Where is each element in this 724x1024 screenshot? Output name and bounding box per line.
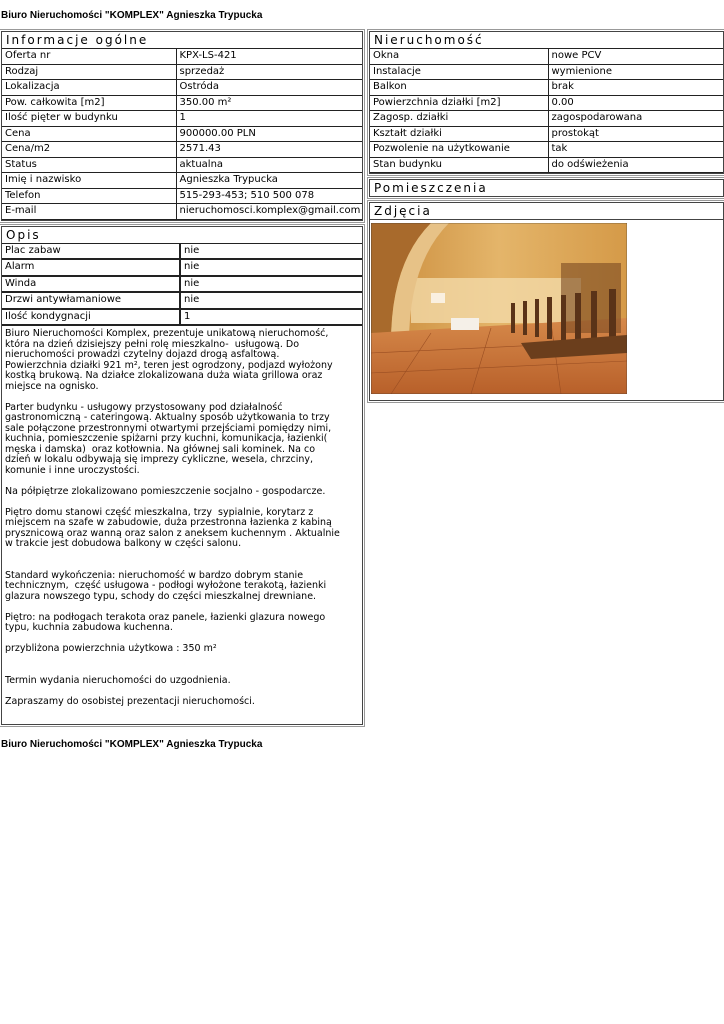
row-value: do odświeżenia bbox=[548, 157, 723, 173]
row-label: Telefon bbox=[2, 188, 176, 204]
row-value: aktualna bbox=[176, 157, 362, 173]
row-label: Imię i nazwisko bbox=[2, 173, 176, 189]
row-value: wymienione bbox=[548, 64, 723, 80]
row-label: Powierzchnia działki [m2] bbox=[370, 95, 548, 111]
row-value: brak bbox=[548, 80, 723, 96]
property-row bbox=[370, 95, 723, 111]
general-info-row bbox=[2, 173, 362, 189]
feature-row bbox=[2, 276, 362, 293]
row-label: Oferta nr bbox=[2, 49, 176, 65]
property-title: Nieruchomość bbox=[374, 33, 484, 47]
row-value: zagospodarowana bbox=[548, 111, 723, 127]
photos-title: Zdjęcia bbox=[370, 203, 723, 220]
row-value: nie bbox=[180, 292, 362, 309]
agency-footer: Biuro Nieruchomości "KOMPLEX" Agnieszka Trypucka bbox=[1, 739, 263, 750]
rooms-title: Pomieszczenia bbox=[374, 181, 488, 195]
general-info-row bbox=[2, 64, 362, 80]
general-info-row bbox=[2, 204, 362, 220]
row-label: Cena/m2 bbox=[2, 142, 176, 158]
general-info-row bbox=[2, 80, 362, 96]
row-value: nie bbox=[180, 276, 362, 293]
agency-header: Biuro Nieruchomości "KOMPLEX" Agnieszka Trypucka bbox=[1, 10, 263, 21]
row-label: Drzwi antywłamaniowe bbox=[2, 292, 180, 309]
row-value: KPX-LS-421 bbox=[176, 49, 362, 65]
row-value: tak bbox=[548, 142, 723, 158]
right-column bbox=[369, 31, 724, 401]
row-value: prostokąt bbox=[548, 126, 723, 142]
row-label: Status bbox=[2, 157, 176, 173]
row-label: Plac zabaw bbox=[2, 243, 180, 259]
left-column bbox=[1, 31, 363, 725]
general-info-section bbox=[1, 31, 363, 221]
feature-row bbox=[2, 309, 362, 326]
feature-row bbox=[2, 243, 362, 259]
description-features-table bbox=[2, 243, 362, 327]
row-label: Instalacje bbox=[370, 64, 548, 80]
description-text: Biuro Nieruchomości Komplex, prezentuje unikatową nieruchomość, która na dzień dzisiejszy pełni rolę mieszkalno- usługową. Do nieruchomości prowadzi czytelny dojazd drogą asfaltową. Powierzchnia działki 921 m², teren jest ogrodzony, podjazd wyłożony kostką brukową. Na działce zlokalizowana duża wiata grillowa oraz miejsce na ognisko. Parter budynku - usługowy przystosowany pod działalność gastronomiczną - cateringową. Aktualny sposób użytkowania to trzy sale połączone przestronnymi otwartymi przejściami pomiędzy nimi, kuchnia, pomieszczenie spiżarni przy kuchni, komunikacja, łazienki( męska i damska) oraz kotłownia. Na głównej sali kominek. Na co dzień w lokalu odbywają się imprezy cykliczne, wesela, chrzciny, komunie i inne uroczystości. Na półpiętrze zlokalizowano pomieszczenie socjalno - gospodarcze. Piętro domu stanowi część mieszkalna, trzy sypialnie, korytarz z miejscem na szafe w zabudowie, duża przestronna łazienka z kabiną prysznicową oraz wanną oraz salon z aneksem kuchennym . Aktualnie w trakcie jest dobudowa balkony w części salonu. Standard wykończenia: nieruchomość w bardzo dobrym stanie technicznym, część usługowa - podłogi wyłożone terakotą, łazienki glazura nowszego typu, schody do części mieszkalnej drewniane. Piętro: na podłogach terakota oraz panele, łazienki glazura nowego typu, kuchnia zabudowa kuchenna. przybliżona powierzchnia użytkowa : 350 m² Termin wydania nieruchomości do uzgodnienia. Zapraszamy do osobistej prezentacji nieruchomości. bbox=[5, 328, 340, 707]
row-label: Zagosp. działki bbox=[370, 111, 548, 127]
row-label: Stan budynku bbox=[370, 157, 548, 173]
general-info-row bbox=[2, 188, 362, 204]
property-row bbox=[370, 126, 723, 142]
row-value: 515-293-453; 510 500 078 bbox=[176, 188, 362, 204]
feature-row bbox=[2, 259, 362, 276]
general-info-row bbox=[2, 142, 362, 158]
description-title: Opis bbox=[6, 227, 41, 242]
row-value: 900000.00 PLN bbox=[176, 126, 362, 142]
photos-section bbox=[369, 202, 724, 401]
general-info-row bbox=[2, 111, 362, 127]
row-label: E-mail bbox=[2, 204, 176, 220]
property-row bbox=[370, 64, 723, 80]
property-row bbox=[370, 157, 723, 173]
general-info-table bbox=[2, 48, 362, 220]
general-info-title: Informacje ogólne bbox=[6, 33, 149, 47]
property-row bbox=[370, 49, 723, 65]
property-row bbox=[370, 111, 723, 127]
row-label: Winda bbox=[2, 276, 180, 293]
general-info-row bbox=[2, 126, 362, 142]
general-info-row bbox=[2, 49, 362, 65]
property-row bbox=[370, 80, 723, 96]
general-info-row bbox=[2, 157, 362, 173]
row-value: nieruchomosci.komplex@gmail.com bbox=[176, 204, 362, 220]
row-value: Ostróda bbox=[176, 80, 362, 96]
row-value: 2571.43 bbox=[176, 142, 362, 158]
row-value: nie bbox=[180, 243, 362, 259]
row-label: Lokalizacja bbox=[2, 80, 176, 96]
row-value: 1 bbox=[180, 309, 362, 326]
row-label: Cena bbox=[2, 126, 176, 142]
row-value: 0.00 bbox=[548, 95, 723, 111]
row-value: 1 bbox=[176, 111, 362, 127]
row-label: Rodzaj bbox=[2, 64, 176, 80]
row-label: Okna bbox=[370, 49, 548, 65]
row-label: Balkon bbox=[370, 80, 548, 96]
property-row bbox=[370, 142, 723, 158]
row-label: Ilość pięter w budynku bbox=[2, 111, 176, 127]
property-section bbox=[369, 31, 724, 174]
property-table bbox=[370, 48, 723, 173]
row-label: Ilość kondygnacji bbox=[2, 309, 180, 326]
feature-row bbox=[2, 292, 362, 309]
description-section bbox=[1, 226, 363, 726]
row-label: Alarm bbox=[2, 259, 180, 276]
photo-container bbox=[370, 220, 723, 400]
row-label: Pow. całkowita [m2] bbox=[2, 95, 176, 111]
general-info-row bbox=[2, 95, 362, 111]
row-label: Kształt działki bbox=[370, 126, 548, 142]
row-value: 350.00 m² bbox=[176, 95, 362, 111]
row-value: nowe PCV bbox=[548, 49, 723, 65]
row-value: Agnieszka Trypucka bbox=[176, 173, 362, 189]
rooms-section bbox=[369, 179, 724, 197]
row-value: nie bbox=[180, 259, 362, 276]
property-photo[interactable] bbox=[371, 223, 627, 394]
row-value: sprzedaż bbox=[176, 64, 362, 80]
row-label: Pozwolenie na użytkowanie bbox=[370, 142, 548, 158]
